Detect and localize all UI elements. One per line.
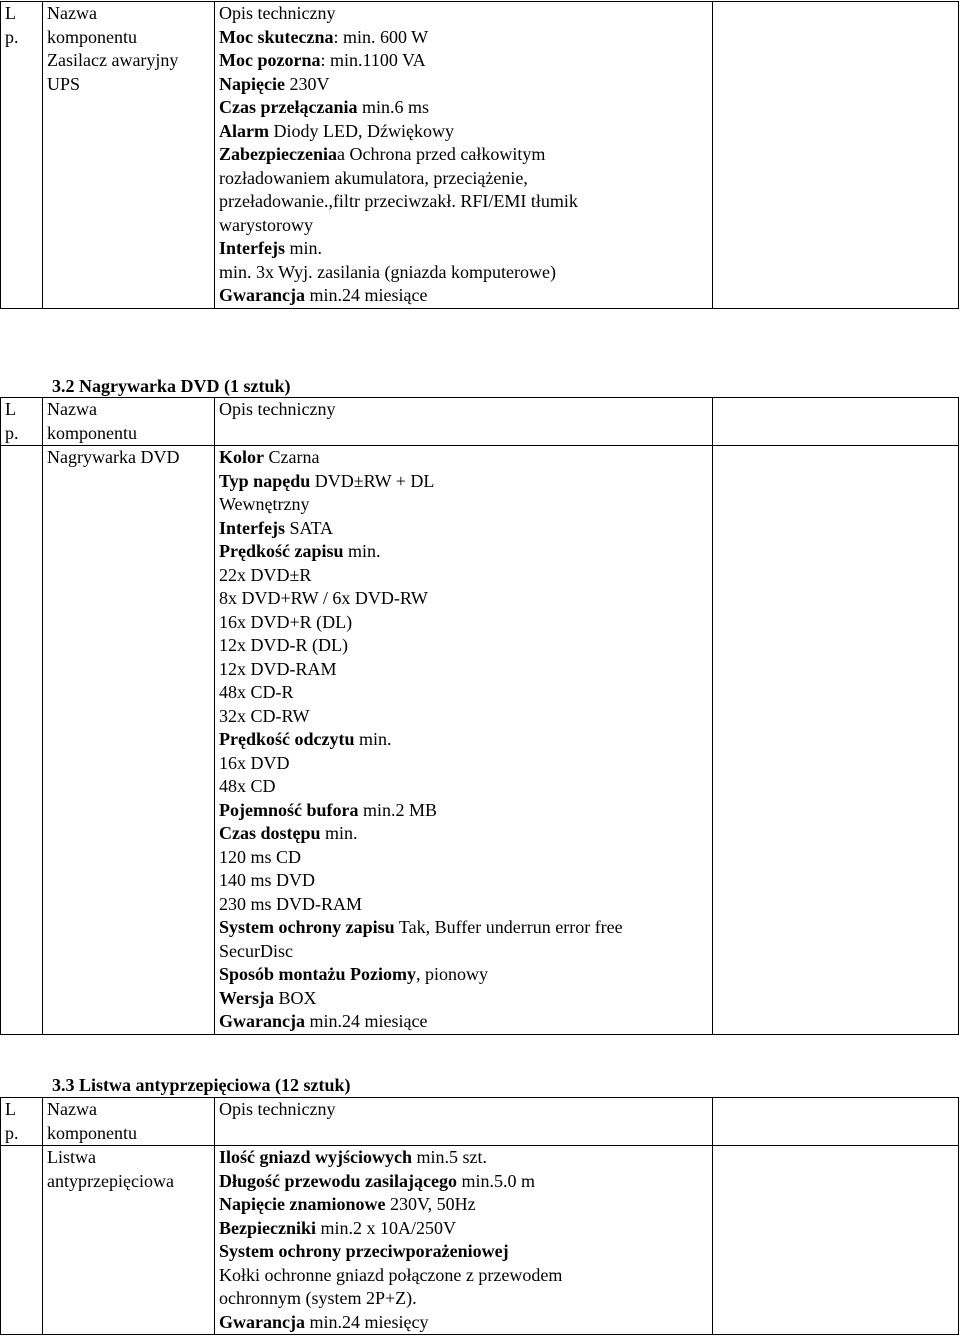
spec-line (219, 658, 708, 682)
spec-label: Interfejs (219, 238, 285, 258)
spec-value: 12x DVD-R (DL) (219, 635, 348, 655)
spec-value: 230 ms DVD-RAM (219, 893, 363, 914)
spec-header: Opis techniczny (219, 3, 336, 23)
spec-line (219, 540, 708, 564)
spec-line (219, 893, 708, 917)
spec-label: Ilość gniazd wyjściowych (219, 1147, 412, 1167)
component-name-cell (43, 2, 215, 309)
spec-value: 16x DVD+R (DL) (219, 611, 353, 632)
spec-value: min.5.0 m (456, 1170, 535, 1191)
dvd-row (1, 446, 959, 1035)
spec-lines (219, 446, 708, 1034)
spec-line (219, 26, 708, 50)
spec-label: Gwarancja (219, 285, 305, 305)
spec-label: Interfejs (219, 517, 285, 538)
spec-label: Prędkość odczytu (219, 729, 355, 749)
spec-value: min.6 ms (357, 97, 429, 117)
empty-cell (713, 2, 959, 309)
spec-label: Gwarancja (219, 1011, 305, 1031)
spec-line (219, 237, 708, 261)
spec-value: 32x CD-RW (219, 705, 310, 726)
spec-line (219, 775, 708, 799)
name-header-line1: Nazwa (47, 399, 97, 419)
name-header-cell (43, 1098, 215, 1146)
spec-label: Napięcie (219, 73, 285, 94)
spec-header-cell (215, 398, 713, 446)
spec-value: warystorowy (219, 214, 313, 235)
spec-line (219, 261, 708, 285)
spec-value: min. 3x Wyj. zasilania (gniazda komputerowe) (219, 261, 556, 282)
spec-line (219, 1287, 708, 1311)
spec-label: Prędkość zapisu (219, 541, 344, 561)
spec-line (219, 916, 708, 940)
spec-value: a Ochrona przed całkowitym (336, 144, 546, 164)
spec-value: min.5 szt. (412, 1147, 487, 1167)
spec-value: ochronnym (system 2P+Z). (219, 1288, 417, 1308)
spec-line (219, 681, 708, 705)
section-title-dvd: 3.2 Nagrywarka DVD (1 sztuk) (52, 376, 291, 396)
spec-value: min. (284, 238, 322, 258)
spec-line (219, 846, 708, 870)
spec-label: Czas dostępu (219, 823, 321, 843)
spec-line (219, 1146, 708, 1170)
spec-cell (215, 2, 713, 309)
spec-label: Długość przewodu zasilającego (219, 1170, 457, 1191)
spec-value: rozładowaniem akumulatora, przeciążenie, (219, 167, 528, 188)
empty-cell (713, 446, 959, 1035)
spec-header-cell (215, 1098, 713, 1146)
spec-line (219, 73, 708, 97)
spec-line (219, 96, 708, 120)
spec-line (219, 49, 708, 73)
spec-line (219, 284, 708, 308)
spec-label: Bezpieczniki (219, 1217, 316, 1238)
section-title-strip: 3.3 Listwa antyprzepięciowa (12 sztuk) (52, 1075, 351, 1095)
lp-header-line1: L (5, 399, 16, 419)
spec-value: SATA (284, 517, 334, 538)
spec-cell (215, 446, 713, 1035)
lp-cell (1, 2, 43, 309)
spec-value: DVD±RW + DL (310, 470, 435, 491)
spec-value: BOX (273, 987, 317, 1008)
spec-label: System ochrony przeciwporażeniowej (219, 1241, 509, 1261)
spec-line (219, 869, 708, 893)
spec-label: Moc skuteczna (219, 26, 334, 47)
spec-line (219, 470, 708, 494)
spec-line (219, 611, 708, 635)
spec-label: Gwarancja (219, 1311, 305, 1332)
spec-label: Moc pozorna (219, 50, 321, 70)
component-name-line1: Listwa (47, 1147, 96, 1167)
spec-lines (219, 26, 708, 308)
spec-line (219, 1240, 708, 1264)
spec-line (219, 728, 708, 752)
spec-line (219, 167, 708, 191)
spec-value: Wewnętrzny (219, 494, 310, 514)
empty-header-cell (713, 1098, 959, 1146)
lp-header-line1: L (5, 3, 16, 23)
spec-value: 48x CD-R (219, 682, 294, 702)
spec-line (219, 493, 708, 517)
spec-value: 120 ms CD (219, 846, 302, 867)
spec-label: Zabezpieczenia (219, 144, 337, 164)
spec-value: 140 ms DVD (219, 870, 316, 890)
spec-line (219, 564, 708, 588)
spec-label: System ochrony zapisu (219, 917, 395, 937)
spec-value: 16x DVD (219, 752, 290, 773)
spec-line (219, 634, 708, 658)
spec-label: Czas przełączania (219, 97, 358, 117)
name-header-line1: Nazwa (47, 1099, 97, 1119)
spec-label: Kolor (219, 447, 264, 467)
spec-line (219, 963, 708, 987)
strip-row (1, 1146, 959, 1335)
spec-value: Tak, Buffer underrun error free (394, 917, 623, 937)
spec-value: min.24 miesięcy (304, 1311, 429, 1332)
spec-line (219, 143, 708, 167)
spec-value: min.2 MB (358, 799, 437, 820)
spec-line (219, 1311, 708, 1335)
lp-cell (1, 446, 43, 1035)
spec-value: min. (320, 823, 358, 843)
lp-cell (1, 1146, 43, 1335)
lp-header-line2: p. (5, 1122, 19, 1143)
name-header-line2: komponentu (47, 26, 137, 47)
spec-value: Czarna (264, 447, 320, 467)
spec-value: przeładowanie.,filtr przeciwzakł. RFI/EMI tłumik (219, 191, 578, 211)
spec-value: Kołki ochronne gniazd połączone z przewodem (219, 1264, 563, 1285)
spec-line (219, 214, 708, 238)
spec-value: min.24 miesiące (304, 285, 428, 305)
spec-line (219, 987, 708, 1011)
spec-value: 8x DVD+RW / 6x DVD-RW (219, 588, 428, 608)
lp-header-line2: p. (5, 422, 19, 443)
lp-header-line2: p. (5, 26, 19, 47)
spec-value: 22x DVD±R (219, 564, 312, 585)
spec-label: Sposób montażu Poziomy (219, 964, 417, 984)
spec-value: , pionowy (416, 964, 489, 984)
spec-value: min. (343, 541, 381, 561)
spec-value: 230V (284, 73, 330, 94)
spec-line (219, 120, 708, 144)
spec-line (219, 1170, 708, 1194)
strip-table (0, 1097, 959, 1335)
ups-row (1, 2, 959, 309)
name-header-line2: komponentu (47, 1122, 137, 1143)
header-row (1, 1098, 959, 1146)
spec-line (219, 446, 708, 470)
dvd-table (0, 397, 959, 1035)
spec-header: Opis techniczny (219, 1099, 336, 1119)
spec-line (219, 705, 708, 729)
spec-value: Diody LED, Dźwiękowy (268, 120, 454, 141)
spec-line (219, 1264, 708, 1288)
empty-cell (713, 1146, 959, 1335)
spec-value: 230V, 50Hz (385, 1194, 476, 1214)
spec-line (219, 940, 708, 964)
spec-line (219, 517, 708, 541)
empty-header-cell (713, 398, 959, 446)
lp-header-cell (1, 1098, 43, 1146)
name-header-line2: komponentu (47, 422, 137, 443)
component-name-line2: UPS (47, 73, 81, 94)
spec-line (219, 822, 708, 846)
spec-line (219, 799, 708, 823)
spec-header: Opis techniczny (219, 399, 336, 419)
spec-lines (219, 1146, 708, 1334)
name-header-cell (43, 398, 215, 446)
name-header-line1: Nazwa (47, 3, 97, 23)
spec-label: Typ napędu (219, 470, 311, 491)
component-name-cell (43, 446, 215, 1035)
spec-line (219, 1217, 708, 1241)
spec-value: SecurDisc (219, 940, 293, 961)
spec-value: 12x DVD-RAM (219, 658, 337, 679)
component-name-cell (43, 1146, 215, 1335)
lp-header-line1: L (5, 1099, 16, 1119)
spec-label: Napięcie znamionowe (219, 1194, 386, 1214)
spec-value: min. (354, 729, 392, 749)
spec-label: Pojemność bufora (219, 799, 359, 820)
spec-line (219, 190, 708, 214)
spec-line (219, 752, 708, 776)
component-name-line1: Nagrywarka DVD (47, 447, 180, 467)
header-row (1, 398, 959, 446)
spec-value: 48x CD (219, 776, 276, 796)
component-name-line1: Zasilacz awaryjny (47, 50, 179, 70)
component-name-line2: antyprzepięciowa (47, 1170, 174, 1191)
ups-table (0, 1, 959, 309)
spec-value: min.2 x 10A/250V (316, 1217, 457, 1238)
spec-label: Alarm (219, 120, 269, 141)
spec-label: Wersja (219, 987, 274, 1008)
spec-line (219, 587, 708, 611)
lp-header-cell (1, 398, 43, 446)
spec-line (219, 1010, 708, 1034)
spec-line (219, 1193, 708, 1217)
spec-cell (215, 1146, 713, 1335)
spec-value: min.24 miesiące (304, 1011, 428, 1031)
spec-value: : min. 600 W (333, 26, 429, 47)
spec-value: : min.1100 VA (320, 50, 426, 70)
